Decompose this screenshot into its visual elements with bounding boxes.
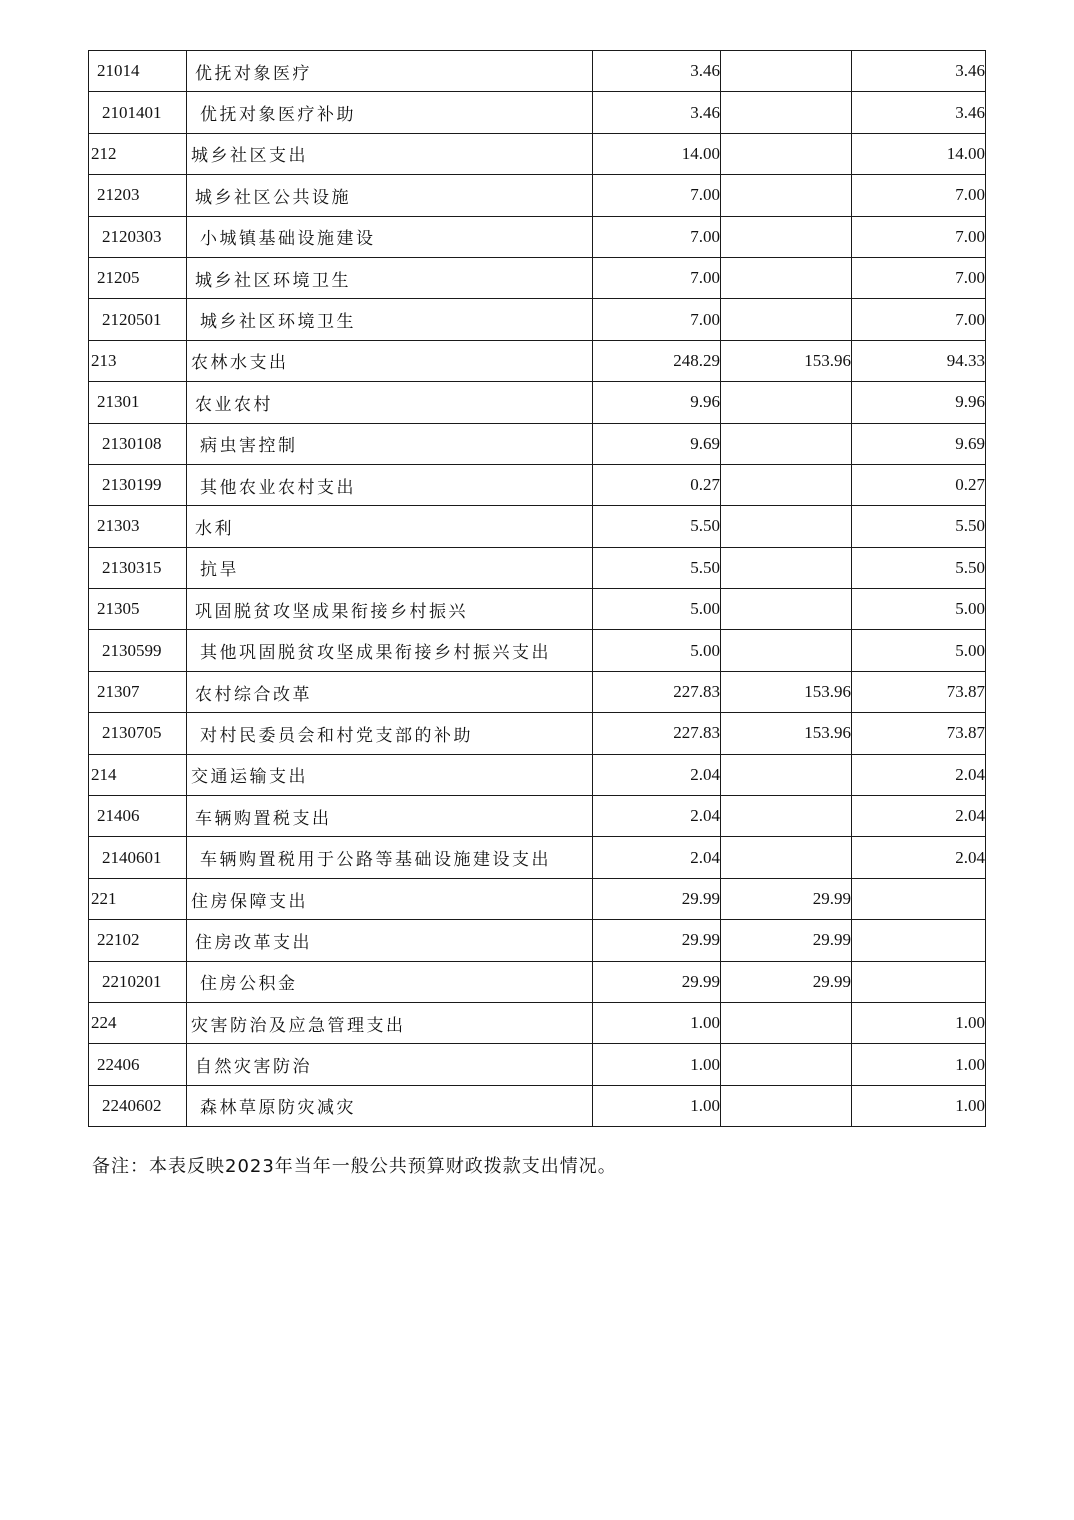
account-code-cell: 21203 [89, 175, 187, 216]
total-amount-cell: 1.00 [593, 1044, 721, 1085]
total-amount-cell: 29.99 [593, 878, 721, 919]
basic-expenditure-cell [721, 423, 852, 464]
account-name-cell: 病虫害控制 [187, 423, 593, 464]
table-row [89, 464, 986, 505]
table-row [89, 671, 986, 712]
account-name-cell: 车辆购置税支出 [187, 796, 593, 837]
table-row [89, 713, 986, 754]
account-code-cell: 21406 [89, 796, 187, 837]
basic-expenditure-cell [721, 630, 852, 671]
basic-expenditure-cell: 153.96 [721, 713, 852, 754]
account-name-cell: 住房改革支出 [187, 920, 593, 961]
project-expenditure-cell: 7.00 [852, 175, 986, 216]
table-row [89, 754, 986, 795]
account-name-cell: 农林水支出 [187, 340, 593, 381]
table-row [89, 175, 986, 216]
account-name-cell: 对村民委员会和村党支部的补助 [187, 713, 593, 754]
table-row [89, 547, 986, 588]
total-amount-cell: 9.96 [593, 382, 721, 423]
account-code-cell: 2210201 [89, 961, 187, 1002]
account-name-cell: 森林草原防灾减灾 [187, 1085, 593, 1126]
table-body [89, 51, 986, 1127]
basic-expenditure-cell [721, 382, 852, 423]
basic-expenditure-cell [721, 92, 852, 133]
table-row [89, 216, 986, 257]
table-row [89, 1044, 986, 1085]
table-row [89, 796, 986, 837]
basic-expenditure-cell [721, 589, 852, 630]
account-name-cell: 小城镇基础设施建设 [187, 216, 593, 257]
table-row [89, 961, 986, 1002]
total-amount-cell: 7.00 [593, 299, 721, 340]
table-row [89, 837, 986, 878]
account-code-cell: 21014 [89, 51, 187, 92]
account-name-cell: 城乡社区环境卫生 [187, 257, 593, 298]
account-name-cell: 车辆购置税用于公路等基础设施建设支出 [187, 837, 593, 878]
total-amount-cell: 14.00 [593, 133, 721, 174]
total-amount-cell: 7.00 [593, 216, 721, 257]
table-row [89, 133, 986, 174]
total-amount-cell: 1.00 [593, 1085, 721, 1126]
total-amount-cell: 2.04 [593, 796, 721, 837]
total-amount-cell: 5.00 [593, 630, 721, 671]
project-expenditure-cell: 7.00 [852, 257, 986, 298]
total-amount-cell: 29.99 [593, 920, 721, 961]
total-amount-cell: 2.04 [593, 837, 721, 878]
table-row [89, 589, 986, 630]
account-code-cell: 2101401 [89, 92, 187, 133]
account-code-cell: 2130108 [89, 423, 187, 464]
account-code-cell: 2130705 [89, 713, 187, 754]
table-row [89, 340, 986, 381]
project-expenditure-cell: 94.33 [852, 340, 986, 381]
basic-expenditure-cell [721, 754, 852, 795]
account-code-cell: 2240602 [89, 1085, 187, 1126]
project-expenditure-cell: 3.46 [852, 92, 986, 133]
account-code-cell: 21307 [89, 671, 187, 712]
table-row [89, 1002, 986, 1043]
project-expenditure-cell: 9.96 [852, 382, 986, 423]
account-name-cell: 城乡社区环境卫生 [187, 299, 593, 340]
account-name-cell: 住房公积金 [187, 961, 593, 1002]
account-name-cell: 灾害防治及应急管理支出 [187, 1002, 593, 1043]
account-name-cell: 抗旱 [187, 547, 593, 588]
total-amount-cell: 1.00 [593, 1002, 721, 1043]
account-code-cell: 2120501 [89, 299, 187, 340]
project-expenditure-cell: 14.00 [852, 133, 986, 174]
total-amount-cell: 0.27 [593, 464, 721, 505]
account-code-cell: 224 [89, 1002, 187, 1043]
total-amount-cell: 5.50 [593, 547, 721, 588]
project-expenditure-cell: 2.04 [852, 754, 986, 795]
account-code-cell: 2140601 [89, 837, 187, 878]
table-row [89, 423, 986, 464]
project-expenditure-cell: 73.87 [852, 713, 986, 754]
total-amount-cell: 5.50 [593, 506, 721, 547]
basic-expenditure-cell [721, 1002, 852, 1043]
account-name-cell: 优抚对象医疗 [187, 51, 593, 92]
total-amount-cell: 2.04 [593, 754, 721, 795]
account-code-cell: 22406 [89, 1044, 187, 1085]
total-amount-cell: 3.46 [593, 51, 721, 92]
basic-expenditure-cell [721, 133, 852, 174]
account-code-cell: 21303 [89, 506, 187, 547]
project-expenditure-cell: 73.87 [852, 671, 986, 712]
account-name-cell: 城乡社区公共设施 [187, 175, 593, 216]
project-expenditure-cell: 1.00 [852, 1044, 986, 1085]
basic-expenditure-cell [721, 464, 852, 505]
account-name-cell: 城乡社区支出 [187, 133, 593, 174]
project-expenditure-cell: 2.04 [852, 837, 986, 878]
table-row [89, 299, 986, 340]
project-expenditure-cell: 0.27 [852, 464, 986, 505]
project-expenditure-cell [852, 878, 986, 919]
basic-expenditure-cell: 29.99 [721, 878, 852, 919]
table-row [89, 382, 986, 423]
project-expenditure-cell [852, 920, 986, 961]
total-amount-cell: 248.29 [593, 340, 721, 381]
basic-expenditure-cell [721, 1085, 852, 1126]
project-expenditure-cell: 5.00 [852, 589, 986, 630]
basic-expenditure-cell [721, 796, 852, 837]
project-expenditure-cell: 1.00 [852, 1085, 986, 1126]
account-name-cell: 水利 [187, 506, 593, 547]
account-code-cell: 221 [89, 878, 187, 919]
table-row [89, 630, 986, 671]
project-expenditure-cell: 5.50 [852, 547, 986, 588]
table-row [89, 920, 986, 961]
project-expenditure-cell [852, 961, 986, 1002]
table-row [89, 92, 986, 133]
total-amount-cell: 3.46 [593, 92, 721, 133]
basic-expenditure-cell [721, 1044, 852, 1085]
basic-expenditure-cell [721, 216, 852, 257]
basic-expenditure-cell [721, 837, 852, 878]
account-code-cell: 21301 [89, 382, 187, 423]
basic-expenditure-cell [721, 299, 852, 340]
table-row [89, 1085, 986, 1126]
project-expenditure-cell: 3.46 [852, 51, 986, 92]
account-name-cell: 优抚对象医疗补助 [187, 92, 593, 133]
account-name-cell: 农村综合改革 [187, 671, 593, 712]
account-name-cell: 交通运输支出 [187, 754, 593, 795]
table-row [89, 506, 986, 547]
basic-expenditure-cell: 29.99 [721, 961, 852, 1002]
account-code-cell: 2130599 [89, 630, 187, 671]
basic-expenditure-cell: 153.96 [721, 340, 852, 381]
account-code-cell: 214 [89, 754, 187, 795]
account-code-cell: 21205 [89, 257, 187, 298]
total-amount-cell: 7.00 [593, 175, 721, 216]
table-row [89, 257, 986, 298]
table-row [89, 51, 986, 92]
basic-expenditure-cell [721, 257, 852, 298]
total-amount-cell: 5.00 [593, 589, 721, 630]
account-name-cell: 住房保障支出 [187, 878, 593, 919]
project-expenditure-cell: 5.50 [852, 506, 986, 547]
account-name-cell: 自然灾害防治 [187, 1044, 593, 1085]
basic-expenditure-cell [721, 51, 852, 92]
basic-expenditure-cell [721, 506, 852, 547]
project-expenditure-cell: 7.00 [852, 216, 986, 257]
total-amount-cell: 7.00 [593, 257, 721, 298]
account-name-cell: 其他农业农村支出 [187, 464, 593, 505]
table-row [89, 878, 986, 919]
total-amount-cell: 9.69 [593, 423, 721, 464]
project-expenditure-cell: 5.00 [852, 630, 986, 671]
project-expenditure-cell: 7.00 [852, 299, 986, 340]
basic-expenditure-cell [721, 175, 852, 216]
account-code-cell: 2120303 [89, 216, 187, 257]
project-expenditure-cell: 9.69 [852, 423, 986, 464]
total-amount-cell: 227.83 [593, 713, 721, 754]
budget-expenditure-table [88, 50, 986, 1127]
account-code-cell: 213 [89, 340, 187, 381]
account-code-cell: 22102 [89, 920, 187, 961]
basic-expenditure-cell: 29.99 [721, 920, 852, 961]
project-expenditure-cell: 1.00 [852, 1002, 986, 1043]
total-amount-cell: 227.83 [593, 671, 721, 712]
account-code-cell: 21305 [89, 589, 187, 630]
account-code-cell: 212 [89, 133, 187, 174]
basic-expenditure-cell [721, 547, 852, 588]
project-expenditure-cell: 2.04 [852, 796, 986, 837]
table-footnote: 备注：本表反映2023年当年一般公共预算财政拨款支出情况。 [92, 1156, 617, 1177]
account-name-cell: 巩固脱贫攻坚成果衔接乡村振兴 [187, 589, 593, 630]
basic-expenditure-cell: 153.96 [721, 671, 852, 712]
account-name-cell: 其他巩固脱贫攻坚成果衔接乡村振兴支出 [187, 630, 593, 671]
total-amount-cell: 29.99 [593, 961, 721, 1002]
account-code-cell: 2130315 [89, 547, 187, 588]
account-code-cell: 2130199 [89, 464, 187, 505]
account-name-cell: 农业农村 [187, 382, 593, 423]
